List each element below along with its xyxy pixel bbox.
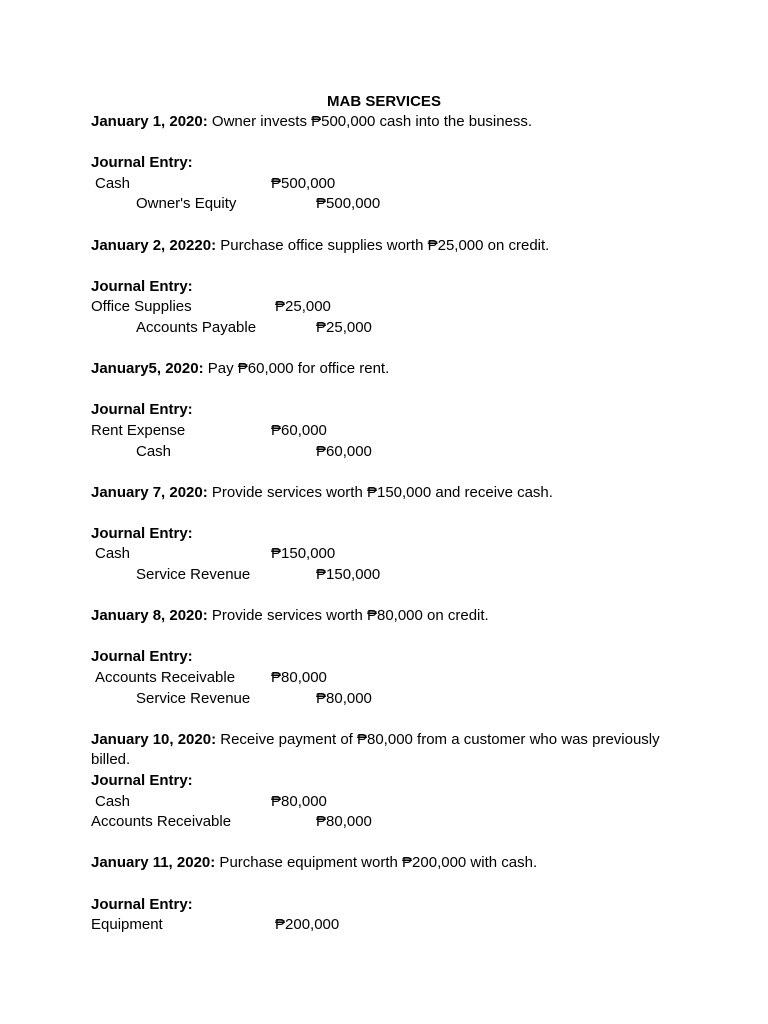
debit-line [91,544,676,565]
journal-entry-heading: Journal Entry: [91,772,193,789]
debit-amount: ₱150,000 [271,545,336,563]
credit-account: Cash [136,442,172,460]
credit-account: Owner's Equity [136,195,237,213]
debit-line [91,297,676,318]
debit-amount: ₱25,000 [275,298,331,316]
credit-amount: ₱80,000 [316,689,372,707]
journal-entry-heading: Journal Entry: [91,277,193,295]
transaction-description: Owner invests ₱500,000 cash into the business. [207,113,533,130]
credit-line [91,812,676,833]
credit-amount: ₱80,000 [316,813,372,831]
debit-amount: ₱80,000 [271,669,327,687]
transaction-description: Purchase office supplies worth ₱25,000 on credit. [216,236,550,254]
credit-line [91,194,676,215]
debit-amount: ₱60,000 [271,421,327,439]
transaction-line [91,112,676,133]
journal-entry-heading: Journal Entry: [91,401,193,419]
debit-account: Equipment [91,916,163,934]
journal-entry-heading: Journal Entry: [91,524,193,542]
debit-account: Cash [95,792,131,810]
credit-account: Accounts Payable [136,318,257,336]
debit-line [91,915,676,936]
transaction-description: Provide services worth ₱150,000 and receive cash. [207,483,553,501]
transaction-line [91,236,676,257]
debit-line [91,421,676,442]
transaction-description: Purchase equipment worth ₱200,000 with cash. [215,854,538,872]
debit-line [91,174,676,195]
journal-entry-heading: Journal Entry: [91,648,193,666]
transaction-date: January5, 2020: [91,360,204,378]
debit-account: Office Supplies [91,298,192,316]
credit-amount: ₱60,000 [316,442,372,460]
credit-amount: ₱150,000 [316,566,381,584]
transaction-description: Provide services worth ₱80,000 on credit. [207,607,489,625]
credit-amount: ₱25,000 [316,318,372,336]
debit-account: Accounts Receivable [95,669,236,687]
transaction-line [91,606,676,627]
credit-line [91,318,676,339]
transaction-line [91,359,676,380]
journal-entry-heading: Journal Entry: [91,154,193,172]
credit-account: Accounts Receivable [91,813,232,831]
transaction-date: January 2, 20220: [91,236,217,254]
transaction-date: January 7, 2020: [91,483,208,501]
credit-line [91,442,676,463]
document-title: MAB SERVICES [327,93,441,110]
debit-line [91,668,676,689]
debit-account: Cash [95,174,131,192]
transaction-date: January 11, 2020: [91,854,216,872]
debit-amount: ₱200,000 [275,916,340,934]
transaction-date: January 8, 2020: [91,607,208,625]
transaction-description: Receive payment of ₱80,000 from a customer who was previously billed. [91,730,660,769]
transaction-line [91,730,676,771]
transaction-line [91,483,676,504]
debit-account: Rent Expense [91,421,186,439]
transaction-description: Pay ₱60,000 for office rent. [203,360,390,378]
transaction-date: January 1, 2020: [91,113,208,130]
debit-amount: ₱80,000 [271,792,327,810]
transaction-line [91,853,676,874]
credit-account: Service Revenue [136,566,251,584]
credit-line [91,565,676,586]
debit-amount: ₱500,000 [271,174,336,192]
journal-entry-heading: Journal Entry: [91,895,193,913]
credit-account: Service Revenue [136,689,251,707]
debit-account: Cash [95,545,131,563]
credit-line [91,689,676,710]
document-body [91,112,676,936]
transaction-date: January 10, 2020: [91,730,217,748]
debit-line [91,792,676,813]
credit-amount: ₱500,000 [316,195,381,213]
